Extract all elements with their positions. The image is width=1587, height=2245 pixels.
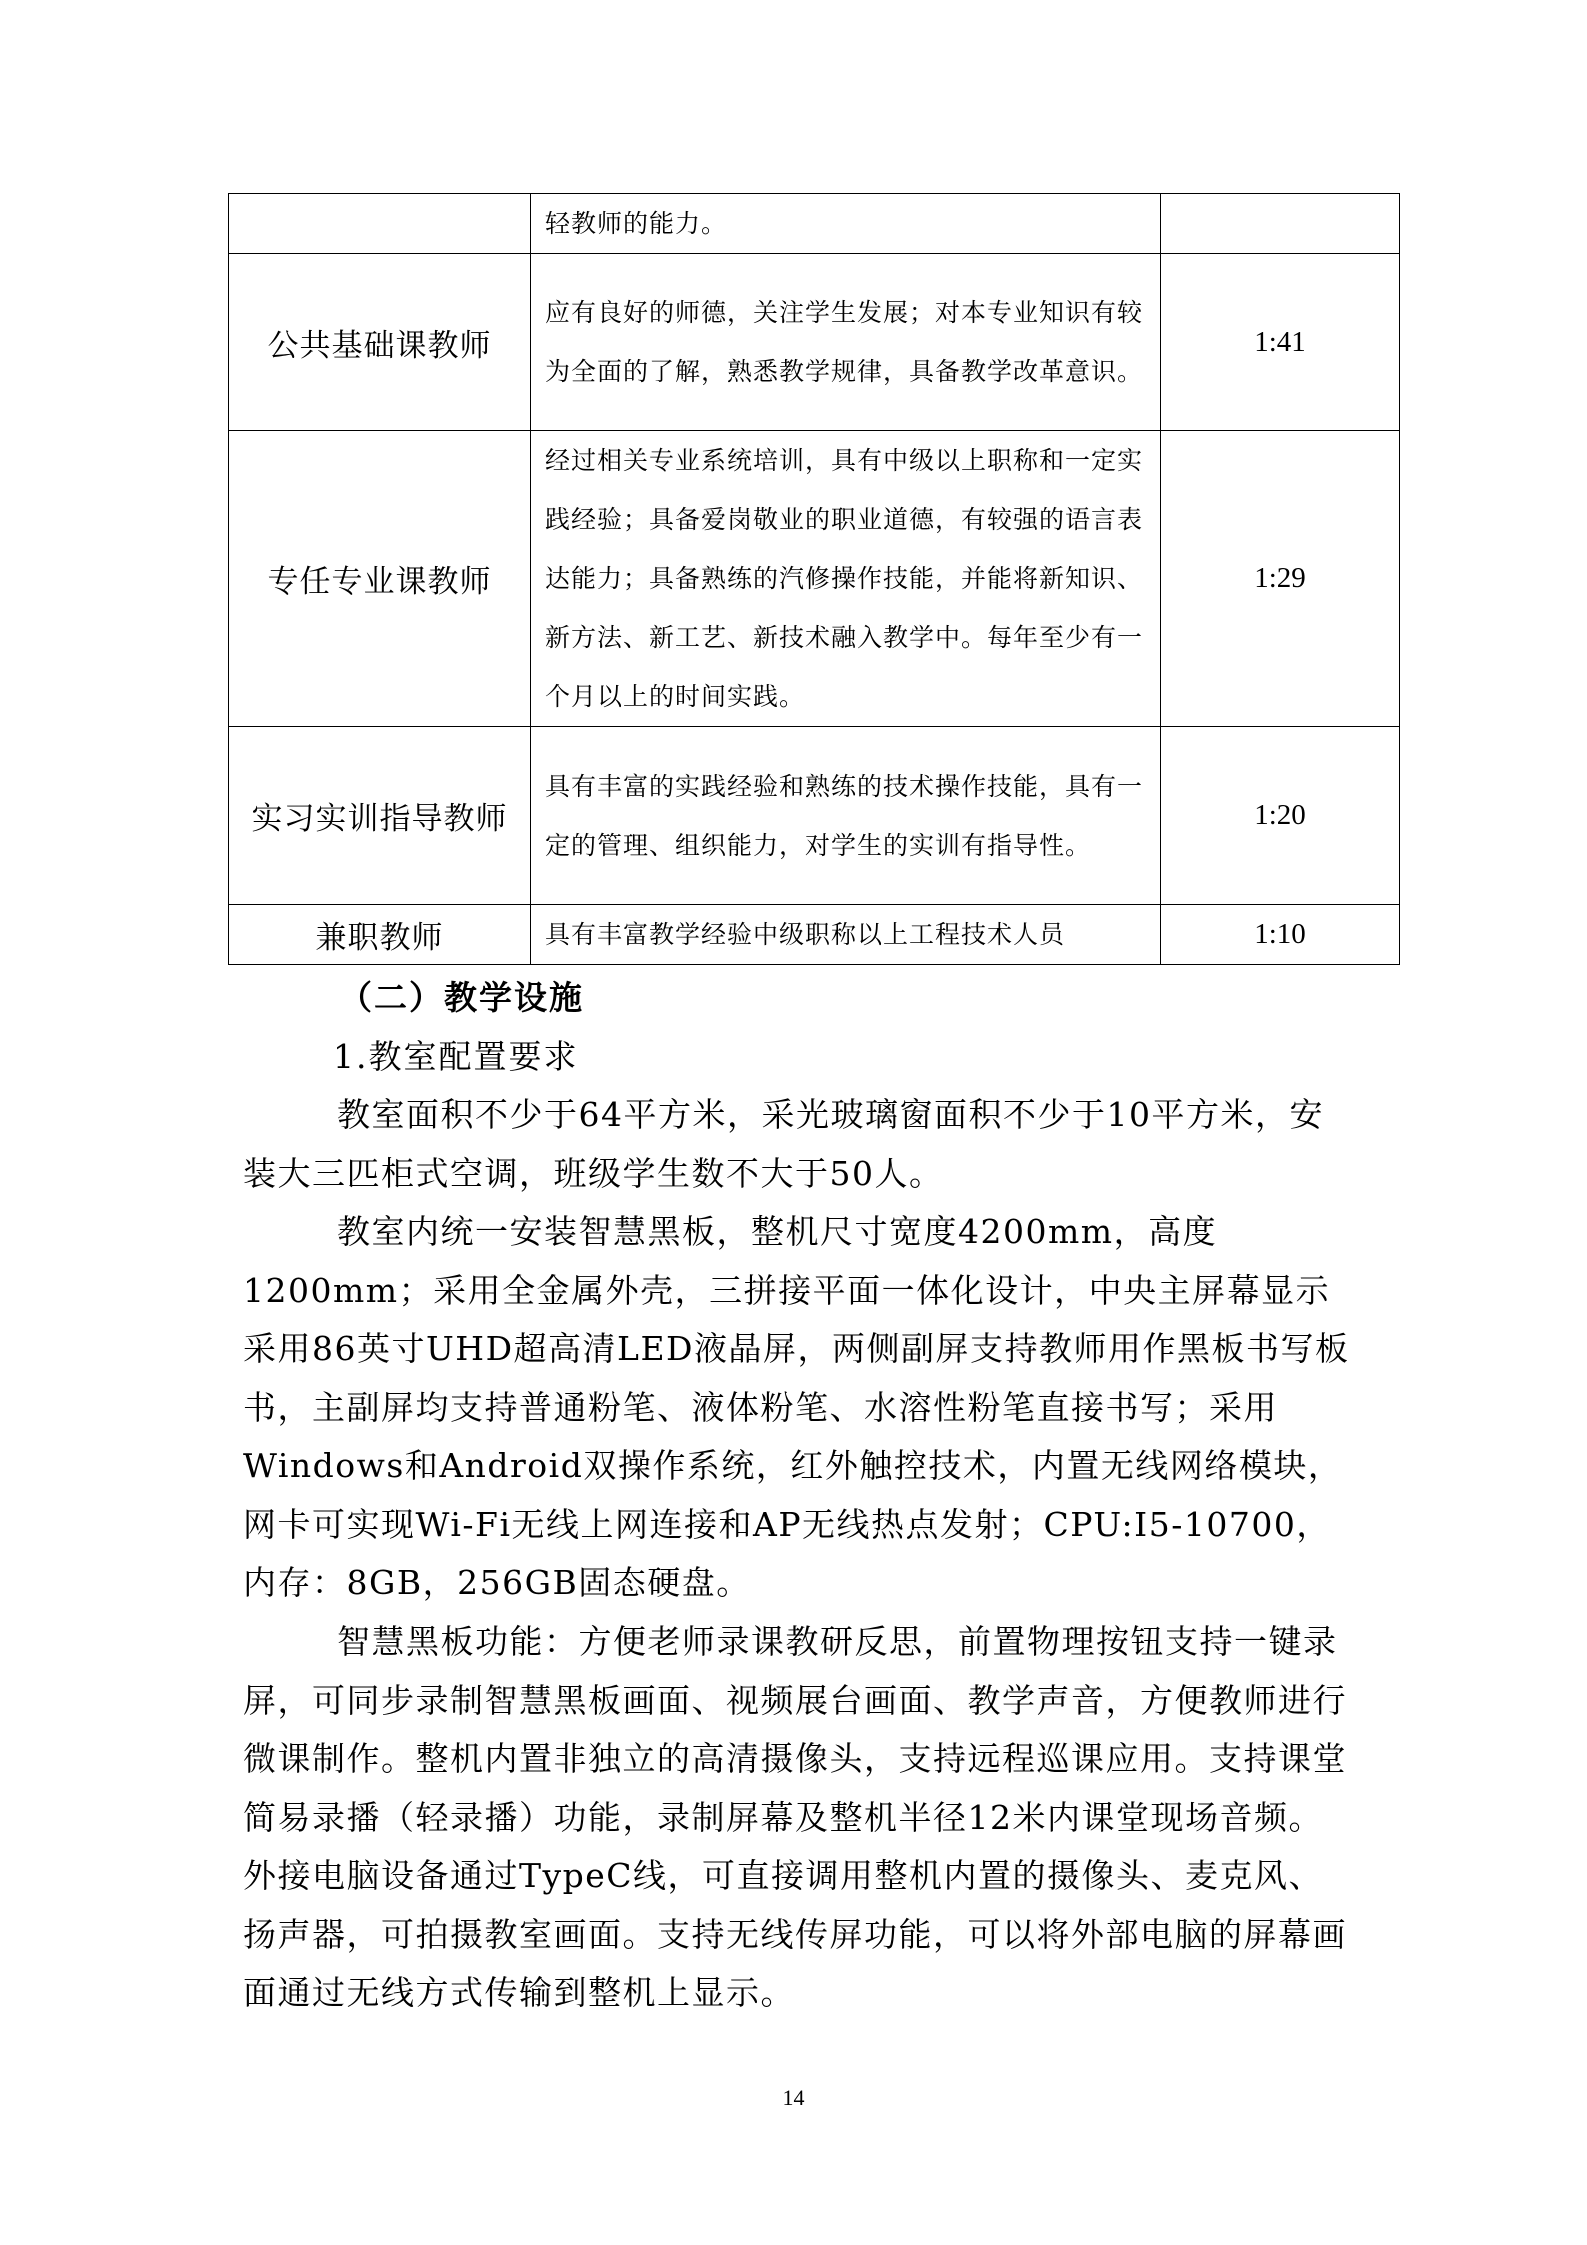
role-cell: 兼职教师 <box>229 905 531 965</box>
paragraph-blackboard-functions: 智慧黑板功能：方便老师录课教研反思，前置物理按钮支持一键录屏，可同步录制智慧黑板画面、视频展台画面、教学声音，方便教师进行微课制作。整机内置非独立的高清摄像头，支持远程巡课应用。支持课堂简易录播（轻录播）功能，录制屏幕及整机半径12米内课堂现场音频。外接电脑设备通过TypeC线，可直接调用整机内置的摄像头、麦克风、扬声器，可拍摄教室画面。支持无线传屏功能，可以将外部电脑的屏幕画面通过无线方式传输到整机上显示。 <box>243 1622 1347 2012</box>
role-cell: 公共基础课教师 <box>229 254 531 431</box>
table-row <box>229 431 1400 727</box>
role-cell <box>229 194 531 254</box>
page-number: 14 <box>782 2085 805 2110</box>
requirement-cell: 轻教师的能力。 <box>531 194 1161 254</box>
role-cell: 专任专业课教师 <box>229 431 531 727</box>
table-row <box>229 194 1400 254</box>
role-cell: 实习实训指导教师 <box>229 727 531 905</box>
ratio-cell <box>1161 194 1400 254</box>
paragraph-smart-blackboard: 教室内统一安装智慧黑板，整机尺寸宽度4200mm，高度1200mm；采用全金属外壳，三拼接平面一体化设计，中央主屏幕显示采用86英寸UHD超高清LED液晶屏，两侧副屏支持教师用作黑板书写板书，主副屏均支持普通粉笔、液体粉笔、水溶性粉笔直接书写；采用Windows和Android双操作系统，红外触控技术，内置无线网络模块，网卡可实现Wi-Fi无线上网连接和AP无线热点发射；CPU:I5-10700，内存：8GB，256GB固态硬盘。 <box>243 1212 1350 1602</box>
ratio-cell: 1:41 <box>1161 254 1400 431</box>
paragraph-classroom-area: 教室面积不少于64平方米，采光玻璃窗面积不少于10平方米，安装大三匹柜式空调，班级学生数不大于50人。 <box>243 1095 1324 1193</box>
sub-heading: 1.教室配置要求 <box>333 1037 579 1076</box>
table-row <box>229 905 1400 965</box>
requirement-cell: 经过相关专业系统培训，具有中级以上职称和一定实践经验；具备爱岗敬业的职业道德，有较强的语言表达能力；具备熟练的汽修操作技能，并能将新知识、新方法、新工艺、新技术融入教学中。每年至少有一个月以上的时间实践。 <box>531 431 1161 727</box>
table-row <box>229 254 1400 431</box>
requirement-cell: 应有良好的师德，关注学生发展；对本专业知识有较为全面的了解，熟悉教学规律，具备教学改革意识。 <box>531 254 1161 431</box>
requirement-cell: 具有丰富教学经验中级职称以上工程技术人员 <box>531 905 1161 965</box>
requirement-cell: 具有丰富的实践经验和熟练的技术操作技能，具有一定的管理、组织能力，对学生的实训有指导性。 <box>531 727 1161 905</box>
ratio-cell: 1:20 <box>1161 727 1400 905</box>
ratio-cell: 1:29 <box>1161 431 1400 727</box>
section-heading: （二）教学设施 <box>339 978 584 1017</box>
teacher-staffing-table <box>228 193 1400 965</box>
table-row <box>229 727 1400 905</box>
ratio-cell: 1:10 <box>1161 905 1400 965</box>
